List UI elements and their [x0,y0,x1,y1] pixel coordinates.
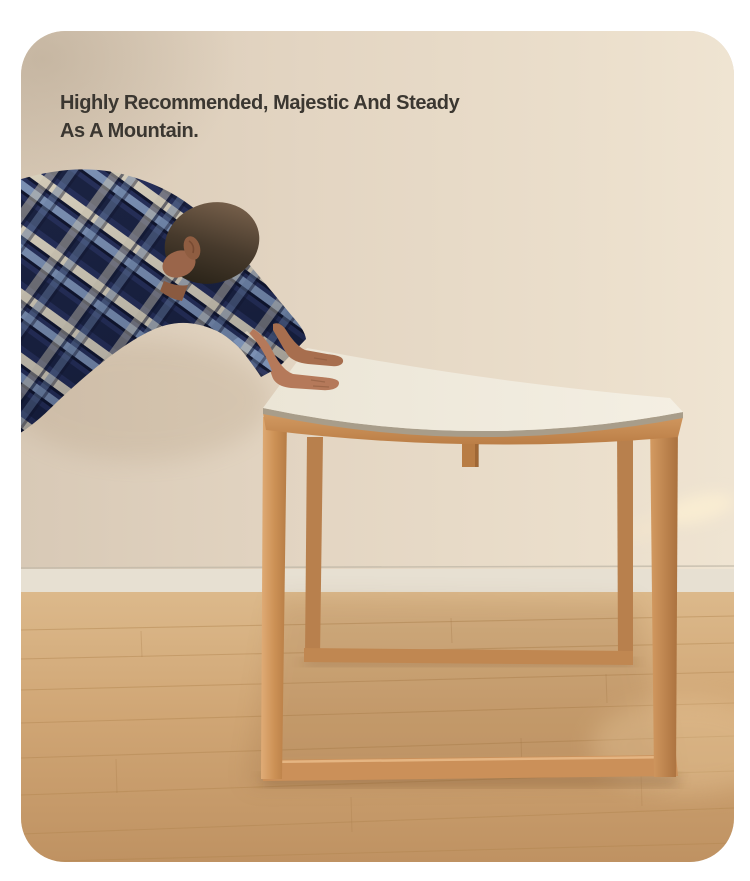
table-hook-shadow [475,444,479,467]
table-leg-back-right [617,423,633,660]
headline-line-1: Highly Recommended, Majestic And Steady [60,92,460,114]
scene-svg [21,31,734,862]
headline-line-2: As A Mountain. [60,120,199,142]
headline [60,89,459,145]
hero-image-card [21,31,734,862]
table-leg-front-right [650,417,678,777]
table-leg-back-left [305,437,323,657]
